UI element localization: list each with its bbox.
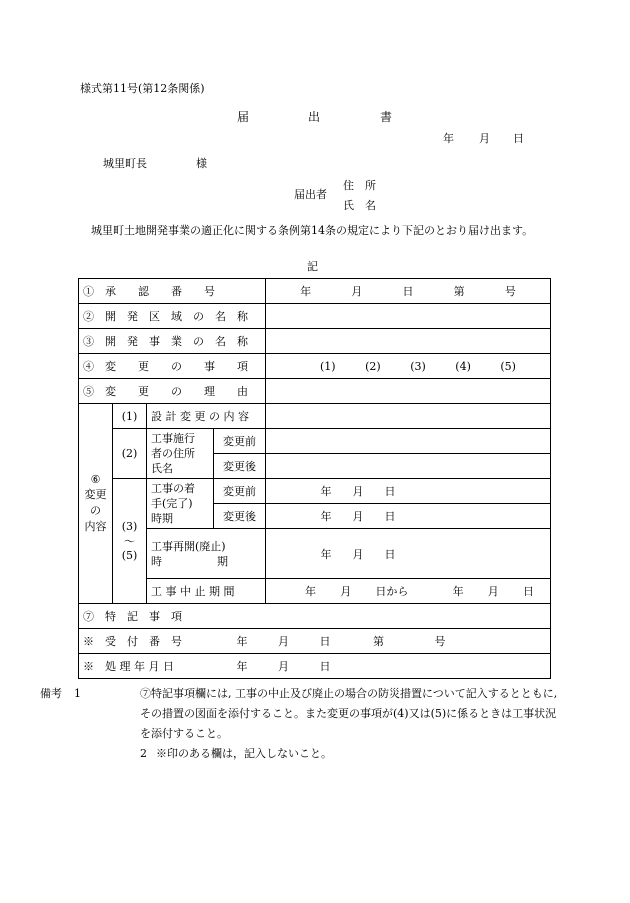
approval-month: 月 xyxy=(351,285,363,298)
remarks xyxy=(40,684,560,764)
resume-date[interactable]: 年 月 日 xyxy=(266,529,551,579)
ki-heading: 記 xyxy=(307,260,318,273)
suspend-period-value[interactable]: 年 月 日から 年 月 日 xyxy=(266,579,551,604)
item-2-number: (2) xyxy=(113,429,147,479)
change-option-1[interactable]: (1) xyxy=(320,359,336,373)
date-day: 日 xyxy=(513,132,524,145)
row-start-before xyxy=(79,479,551,504)
development-project-label: ③ 開 発 事 業 の 名 称 xyxy=(79,329,266,354)
addressee-suffix: 様 xyxy=(196,157,207,170)
contractor-after-label: 変更後 xyxy=(214,454,266,479)
addressee: 城里町長 xyxy=(103,157,147,170)
title-char-3: 書 xyxy=(380,110,393,124)
approval-dai: 第 xyxy=(453,285,465,298)
remark-1: 備考 1 ⑦特記事項欄には, 工事の中止及び廃止の場合の防災措置について記入するとともに, その措置の図面を添付すること。また変更の事項が(4)又は(5)に係るときは工事状況を添付すること。 xyxy=(40,687,558,740)
row-suspend-period xyxy=(79,579,551,604)
row-development-project xyxy=(79,329,551,354)
design-change-value[interactable] xyxy=(266,404,551,429)
receipt-row: ※ 受 付 番 号 年 月 日 第 号 xyxy=(79,629,551,654)
change-option-5[interactable]: (5) xyxy=(500,359,516,373)
change-option-3[interactable]: (3) xyxy=(410,359,426,373)
row-change-items xyxy=(79,354,551,379)
date-year: 年 xyxy=(443,132,454,145)
receipt-label: ※ 受 付 番 号 xyxy=(83,635,182,648)
remark-2: 2 ※印のある欄は，記入しないこと。 xyxy=(140,747,332,760)
contractor-before-label: 変更前 xyxy=(214,429,266,454)
contractor-before-value[interactable] xyxy=(266,429,551,454)
start-before-label: 変更前 xyxy=(214,479,266,504)
intro-text: 城里町土地開発事業の適正化に関する条例第14条の規定により下記のとおり届け出ます。 xyxy=(91,224,534,237)
start-before-date[interactable]: 年 月 日 xyxy=(266,479,551,504)
approval-year: 年 xyxy=(300,285,312,298)
item-1-number: (1) xyxy=(113,404,147,429)
start-time-label: 工事の着 手(完了) 時期 xyxy=(147,479,214,529)
suspend-period-label: 工 事 中 止 期 間 xyxy=(147,579,266,604)
row-resume-a xyxy=(79,529,551,554)
change-reason-value[interactable] xyxy=(266,379,551,404)
change-items-label: ④ 変 更 の 事 項 xyxy=(79,354,266,379)
row-special-notes xyxy=(79,604,551,629)
development-area-label: ② 開 発 区 域 の 名 称 xyxy=(79,304,266,329)
start-after-label: 変更後 xyxy=(214,504,266,529)
contractor-after-value[interactable] xyxy=(266,454,551,479)
form-number: 様式第11号(第12条関係) xyxy=(80,82,205,95)
resume-label: 工事再開(廃止) 時 期 xyxy=(147,529,266,579)
name-label: 氏 名 xyxy=(343,199,376,212)
row-contractor-before xyxy=(79,429,551,454)
design-change-label: 設 計 変 更 の 内 容 xyxy=(147,404,266,429)
row-design-change xyxy=(79,404,551,429)
row-receipt xyxy=(79,629,551,654)
change-items-options[interactable] xyxy=(266,354,551,379)
development-area-value[interactable] xyxy=(266,304,551,329)
change-content-label: ⑥ 変更 の 内容 xyxy=(79,404,113,604)
approval-number-value[interactable] xyxy=(266,279,551,304)
start-after-date[interactable]: 年 月 日 xyxy=(266,504,551,529)
title-char-2: 出 xyxy=(308,110,321,124)
change-reason-label: ⑤ 変 更 の 理 由 xyxy=(79,379,266,404)
row-development-area xyxy=(79,304,551,329)
contractor-label: 工事施行 者の住所 氏名 xyxy=(147,429,214,479)
address-label: 住 所 xyxy=(343,179,376,192)
processing-row: ※ 処 理 年 月 日 年 月 日 xyxy=(79,654,551,679)
row-processing-date xyxy=(79,654,551,679)
row-approval-number xyxy=(79,279,551,304)
date-month: 月 xyxy=(479,132,490,145)
special-notes-label: ⑦ 特 記 事 項 xyxy=(79,604,551,629)
item-3-5-number: (3) ～ (5) xyxy=(113,479,147,604)
change-option-4[interactable]: (4) xyxy=(455,359,471,373)
processing-label: ※ 処 理 年 月 日 xyxy=(83,660,174,673)
approval-day: 日 xyxy=(402,285,414,298)
title-char-1: 届 xyxy=(237,110,250,124)
approval-go: 号 xyxy=(504,285,516,298)
development-project-value[interactable] xyxy=(266,329,551,354)
approval-number-label: ① 承 認 番 号 xyxy=(79,279,266,304)
row-change-reason xyxy=(79,379,551,404)
application-table xyxy=(78,278,551,679)
change-option-2[interactable]: (2) xyxy=(365,359,381,373)
applicant-label: 届出者 xyxy=(294,188,327,201)
